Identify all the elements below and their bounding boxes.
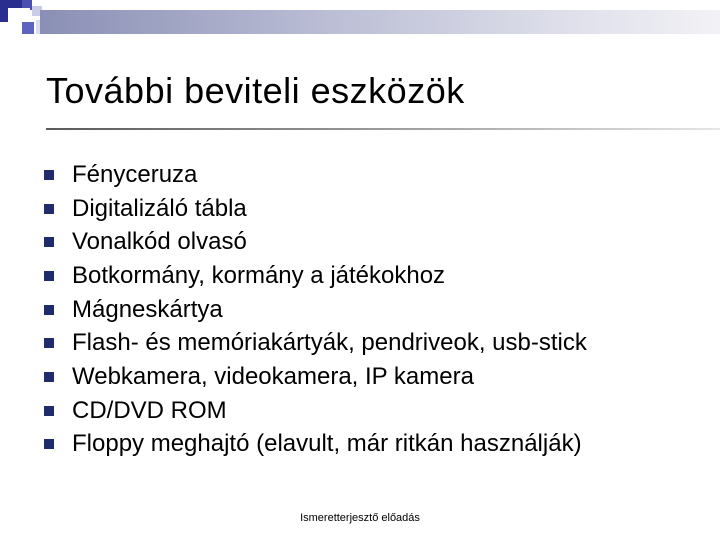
- square-bullet-icon: [44, 237, 54, 247]
- bullet-text: CD/DVD ROM: [72, 396, 227, 424]
- square-bullet-icon: [44, 305, 54, 315]
- list-item: [44, 192, 587, 226]
- bullet-text: Fényceruza: [72, 160, 198, 188]
- title-underline: [46, 128, 720, 130]
- header-gradient-bar: [40, 10, 720, 34]
- square-bullet-icon: [44, 204, 54, 214]
- square-bullet-icon: [44, 439, 54, 449]
- list-item: [44, 428, 587, 462]
- square-bullet-icon: [44, 271, 54, 281]
- bullet-text: Flash- és memóriakártyák, pendriveok, usb-stick: [72, 329, 587, 357]
- bullet-text: Botkormány, kormány a játékokhoz: [72, 261, 446, 289]
- list-item: [44, 293, 587, 327]
- slide-footer: Ismeretterjesztő előadás: [300, 512, 420, 524]
- list-item: [44, 259, 587, 293]
- list-item: [44, 225, 587, 259]
- square-bullet-icon: [44, 406, 54, 416]
- list-item: [44, 326, 587, 360]
- decor-square-mid: [22, 22, 34, 34]
- bullet-text: Floppy meghajtó (elavult, már ritkán használják): [72, 430, 582, 458]
- square-bullet-icon: [44, 372, 54, 382]
- list-item: [44, 360, 587, 394]
- list-item: [44, 394, 587, 428]
- bullet-text: Vonalkód olvasó: [72, 228, 247, 256]
- square-bullet-icon: [44, 170, 54, 180]
- list-item: [44, 158, 587, 192]
- bullet-text: Mágneskártya: [72, 295, 223, 323]
- bullet-text: Digitalizáló tábla: [72, 194, 247, 222]
- square-bullet-icon: [44, 338, 54, 348]
- bullet-list: [44, 158, 587, 461]
- bullet-text: Webkamera, videokamera, IP kamera: [72, 362, 474, 390]
- slide-title: További beviteli eszközök: [46, 70, 465, 111]
